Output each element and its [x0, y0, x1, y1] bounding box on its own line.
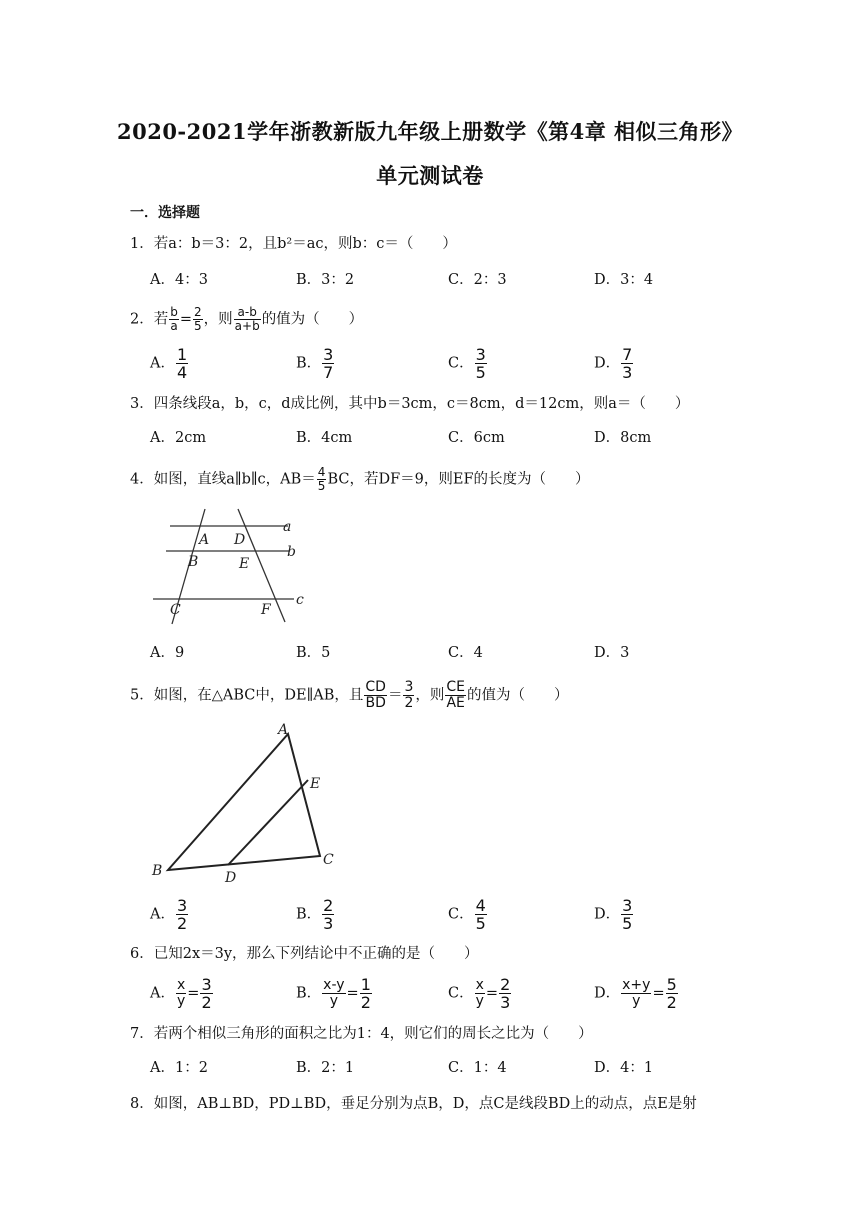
q3-option-a: A．2cm — [150, 430, 207, 446]
q5-label-D: D — [225, 870, 237, 886]
q5-option-a: A． $\frac{3}{2}$ — [150, 896, 188, 933]
q4-label-D: D — [234, 532, 246, 548]
q2-option-b: B． $\frac{3}{7}$ — [296, 345, 334, 382]
q2-fraction-b-over-a: $\frac{b}{a}$ — [170, 305, 178, 333]
q5-equals: ＝ — [387, 687, 403, 704]
q2-equals: = — [179, 311, 193, 328]
q2-fraction-expression: $\frac{a-b}{a+b}$ — [234, 305, 260, 333]
q1-option-c: C．2：3 — [448, 272, 507, 288]
q3-option-c: C．6cm — [448, 430, 505, 446]
q4-label-C: C — [170, 602, 181, 618]
q5-figure-triangle — [148, 718, 340, 886]
q5-mid: ，则 — [415, 687, 445, 704]
q2-fraction-2-over-5: $\frac{2}{5}$ — [194, 305, 202, 333]
q1-option-b: B．3：2 — [296, 272, 355, 288]
q7-option-c: C．1：4 — [448, 1060, 507, 1076]
q4-figure-parallel-lines — [148, 506, 312, 626]
question-5 — [130, 680, 569, 711]
question-7: 7．若两个相似三角形的面积之比为1：4，则它们的周长之比为（ ） — [130, 1026, 593, 1042]
q5-fraction-ce-over-ae: $\frac{CE}{AE}$ — [446, 679, 466, 711]
question-4 — [130, 466, 590, 493]
q5-label-E: E — [310, 776, 321, 792]
q5-suffix: 的值为（ ） — [467, 687, 569, 704]
exam-title-line2: 单元测试卷 — [376, 163, 484, 188]
q5-fraction-cd-over-bd: $\frac{CD}{BD}$ — [365, 679, 386, 711]
question-3: 3．四条线段a，b，c，d成比例，其中b＝3cm，c＝8cm，d＝12cm，则a＝（ ） — [130, 396, 690, 412]
exam-title-line1: 2020-2021学年浙教新版九年级上册数学《第4章 相似三角形》 — [116, 119, 744, 144]
q3-option-d: D．8cm — [594, 430, 652, 446]
q5-option-b: B． $\frac{2}{3}$ — [296, 896, 334, 933]
q4-suffix: BC，若DF＝9，则EF的长度为（ ） — [327, 471, 590, 488]
q4-option-c: C．4 — [448, 645, 483, 661]
q5-option-c: C． $\frac{4}{5}$ — [448, 896, 486, 933]
q5-option-d: D． $\frac{3}{5}$ — [594, 896, 633, 933]
q4-label-b: b — [287, 544, 296, 560]
q6-option-b: B． $\frac{x-y}{y}$ = $\frac{1}{2}$ — [296, 975, 371, 1012]
q1-option-a: A．4：3 — [150, 272, 208, 288]
question-8: 8．如图，AB⊥BD，PD⊥BD，垂足分别为点B，D，点C是线段BD上的动点，点E是射 — [130, 1096, 697, 1112]
q4-label-F: F — [261, 602, 271, 618]
q2-option-a: A． $\frac{1}{4}$ — [150, 345, 188, 382]
q5-fraction-3-over-2: $\frac{3}{2}$ — [404, 679, 414, 711]
q5-label-C: C — [323, 852, 334, 868]
q4-label-E: E — [239, 556, 250, 572]
q2-option-d: D． $\frac{7}{3}$ — [594, 345, 633, 382]
q5-label-A: A — [278, 722, 289, 738]
q5-prefix: 5．如图，在△ABC中，DE∥AB，且 — [130, 687, 364, 704]
section-heading: 一．选择题 — [130, 205, 200, 221]
question-6: 6．已知2x＝3y，那么下列结论中不正确的是（ ） — [130, 946, 479, 962]
q4-label-B: B — [188, 554, 199, 570]
question-2 — [130, 306, 363, 333]
q2-mid: ，则 — [203, 311, 233, 328]
q7-option-b: B．2：1 — [296, 1060, 355, 1076]
q2-suffix: 的值为（ ） — [261, 311, 364, 328]
q7-option-a: A．1：2 — [150, 1060, 208, 1076]
q5-label-B: B — [152, 863, 163, 879]
q6-option-a: A． $\frac{x}{y}$ = $\frac{3}{2}$ — [150, 975, 212, 1012]
q1-option-d: D．3：4 — [594, 272, 654, 288]
q3-option-b: B．4cm — [296, 430, 353, 446]
q6-option-c: C． $\frac{x}{y}$ = $\frac{2}{3}$ — [448, 975, 511, 1012]
q4-label-A: A — [199, 532, 210, 548]
q4-label-c: c — [296, 592, 304, 608]
q4-fraction-4-over-5: $\frac{4}{5}$ — [317, 465, 326, 493]
q4-option-a: A．9 — [150, 645, 185, 661]
question-1: 1．若a：b＝3：2，且b²＝ac，则b：c＝（ ） — [130, 236, 457, 252]
q4-option-b: B．5 — [296, 645, 331, 661]
q6-option-d: D． $\frac{x+y}{y}$ = $\frac{5}{2}$ — [594, 975, 677, 1012]
q2-option-c: C． $\frac{3}{5}$ — [448, 345, 486, 382]
q7-option-d: D．4：1 — [594, 1060, 654, 1076]
q4-option-d: D．3 — [594, 645, 630, 661]
q4-label-a: a — [283, 519, 292, 535]
q4-prefix: 4．如图，直线a∥b∥c，AB＝ — [130, 471, 316, 488]
q2-prefix: 2．若 — [130, 311, 169, 328]
